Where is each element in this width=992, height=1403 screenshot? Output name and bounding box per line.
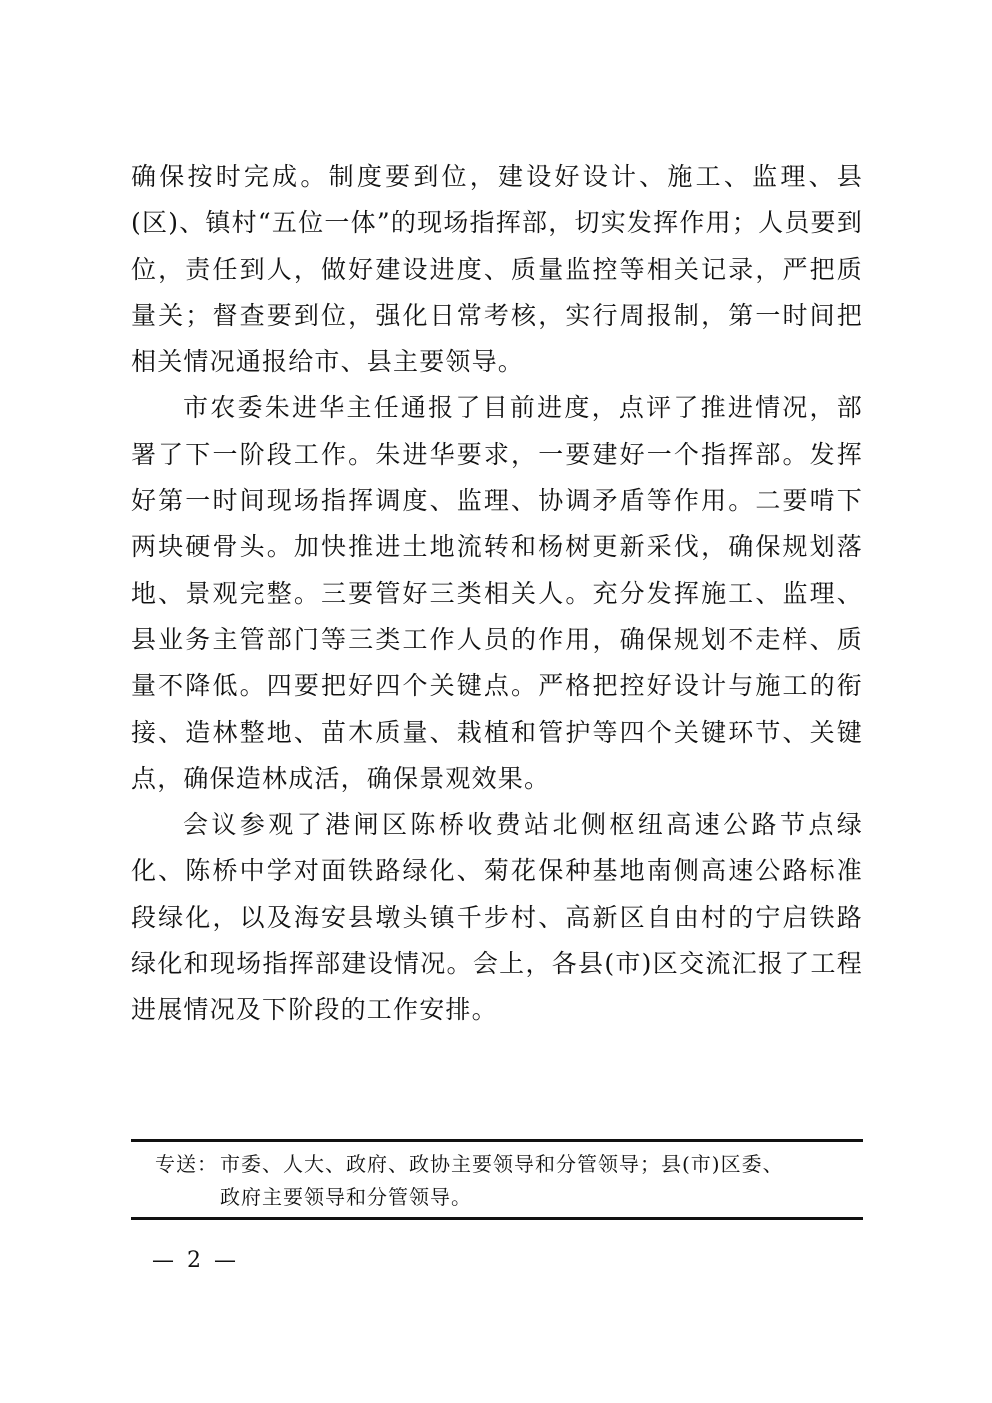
distribution-line-1: 市委、人大、政府、政协主要领导和分管领导；县(市)区委、 [220, 1152, 784, 1176]
distribution-line-2: 政府主要领导和分管领导。 [220, 1185, 472, 1209]
distribution-top-rule [131, 1139, 863, 1142]
page-number: — 2 — [152, 1248, 239, 1273]
paragraph-progress-report: 市农委朱进华主任通报了目前进度，点评了推进情况，部署了下一阶段工作。朱进华要求，一要建好一个指挥部。发挥好第一时间现场指挥调度、监理、协调矛盾等作用。二要啃下两块硬骨头。加快推进土地流转和杨树更新采伐，确保规划落地、景观完整。三要管好三类相关人。充分发挥施工、监理、县业务主管部门等三类工作人员的作用，确保规划不走样、质量不降低。四要把好四个关键点。严格把控好设计与施工的衔接、造林整地、苗木质量、栽植和管护等四个关键环节、关键点，确保造林成活，确保景观效果。 [131, 393, 863, 793]
paragraph-site-visit: 会议参观了港闸区陈桥收费站北侧枢纽高速公路节点绿化、陈桥中学对面铁路绿化、菊花保种基地南侧高速公路标准段绿化，以及海安县墩头镇千步村、高新区自由村的宁启铁路绿化和现场指挥部建设情况。会上，各县(市)区交流汇报了工程进展情况及下阶段的工作安排。 [131, 810, 863, 1025]
paragraph-continuation: 确保按时完成。制度要到位，建设好设计、施工、监理、县(区)、镇村“五位一体”的现场指挥部，切实发挥作用；人员要到位，责任到人，做好建设进度、质量监控等相关记录，严把质量关；督查要到位，强化日常考核，实行周报制，第一时间把相关情况通报给市、县主要领导。 [131, 162, 863, 377]
distribution-recipients [220, 1148, 845, 1214]
document-body [131, 154, 863, 1034]
distribution-label: 专送： [155, 1152, 218, 1176]
distribution-bottom-rule [131, 1217, 863, 1220]
